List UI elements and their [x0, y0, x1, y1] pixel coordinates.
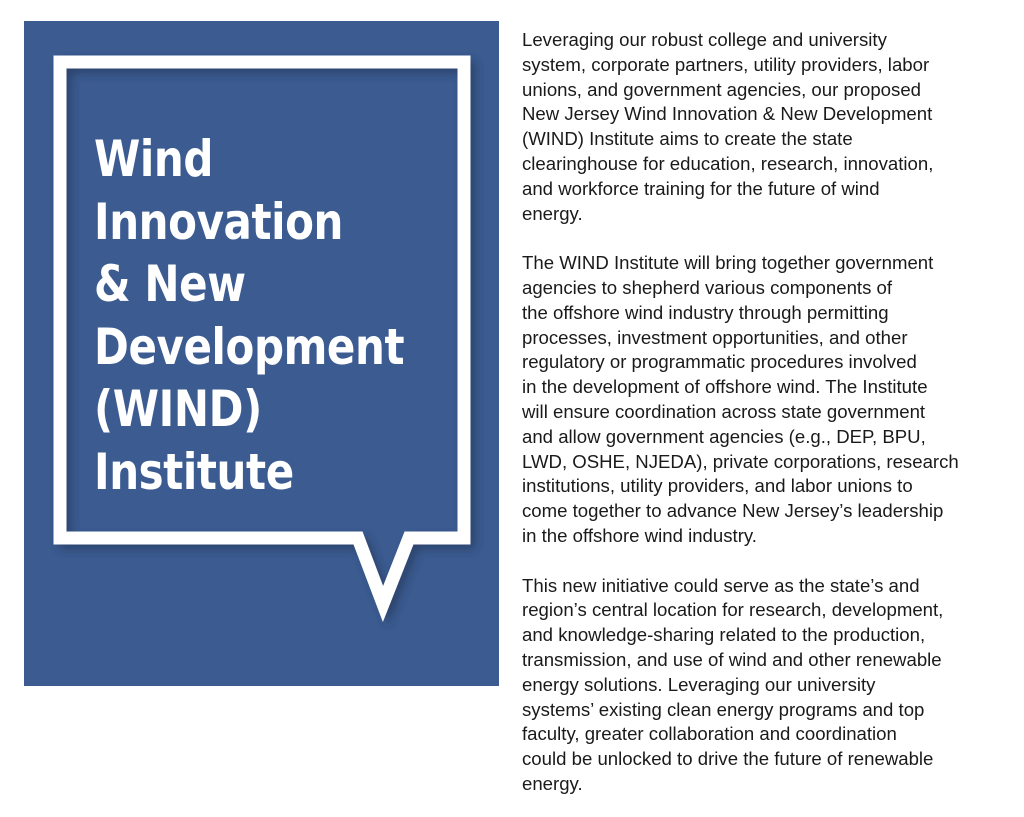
callout-title-line: Innovation — [94, 192, 344, 251]
text-line: unions, and government agencies, our proposed — [522, 78, 922, 100]
text-line: region’s central location for research, development, — [522, 599, 944, 621]
text-line: institutions, utility providers, and labor unions to — [522, 475, 913, 497]
text-line: faculty, greater collaboration and coordination — [522, 723, 897, 745]
text-line: and workforce training for the future of wind — [522, 177, 880, 199]
text-line: agencies to shepherd various components of — [522, 276, 893, 298]
text-line: and knowledge-sharing related to the production, — [522, 624, 926, 646]
text-line: in the development of offshore wind. The Institute — [522, 376, 928, 398]
text-line: LWD, OSHE, NJEDA), private corporations, research — [522, 450, 959, 472]
text-line: regulatory or programmatic procedures involved — [522, 351, 917, 373]
text-line: come together to advance New Jersey’s leadership — [522, 500, 944, 522]
callout-title — [94, 128, 413, 503]
paragraph-initiative — [522, 574, 1002, 797]
text-line: could be unlocked to drive the future of renewable — [522, 748, 934, 770]
text-line: processes, investment opportunities, and other — [522, 326, 908, 348]
callout-title-line: Development — [94, 317, 405, 376]
text-line: in the offshore wind industry. — [522, 524, 757, 546]
text-line: Leveraging our robust college and university — [522, 29, 887, 50]
text-line: energy. — [522, 772, 583, 794]
text-line: clearinghouse for education, research, innovation, — [522, 152, 934, 174]
callout-panel — [24, 21, 499, 686]
text-line: energy solutions. Leveraging our university — [522, 673, 876, 695]
callout-title-line: (WIND) — [94, 380, 262, 438]
text-line: transmission, and use of wind and other renewable — [522, 648, 942, 670]
text-line: will ensure coordination across state government — [522, 400, 926, 422]
callout-title-line: Wind — [94, 130, 214, 188]
text-line: energy. — [522, 202, 583, 224]
text-line: (WIND) Institute aims to create the state — [522, 128, 853, 150]
text-line: the offshore wind industry through permitting — [522, 301, 889, 323]
paragraph-intro — [522, 28, 1002, 226]
paragraph-institute — [522, 251, 1002, 549]
text-line: systems’ existing clean energy programs and top — [522, 698, 925, 720]
callout-title-line: Institute — [94, 442, 294, 501]
text-line: system, corporate partners, utility providers, labor — [522, 53, 930, 75]
body-text — [522, 28, 1002, 817]
text-line: The WIND Institute will bring together government — [522, 252, 934, 274]
text-line: New Jersey Wind Innovation & New Development — [522, 103, 933, 125]
text-line: This new initiative could serve as the state’s and — [522, 574, 920, 596]
text-line: and allow government agencies (e.g., DEP, BPU, — [522, 425, 926, 447]
callout-title-line: & New — [94, 255, 246, 313]
